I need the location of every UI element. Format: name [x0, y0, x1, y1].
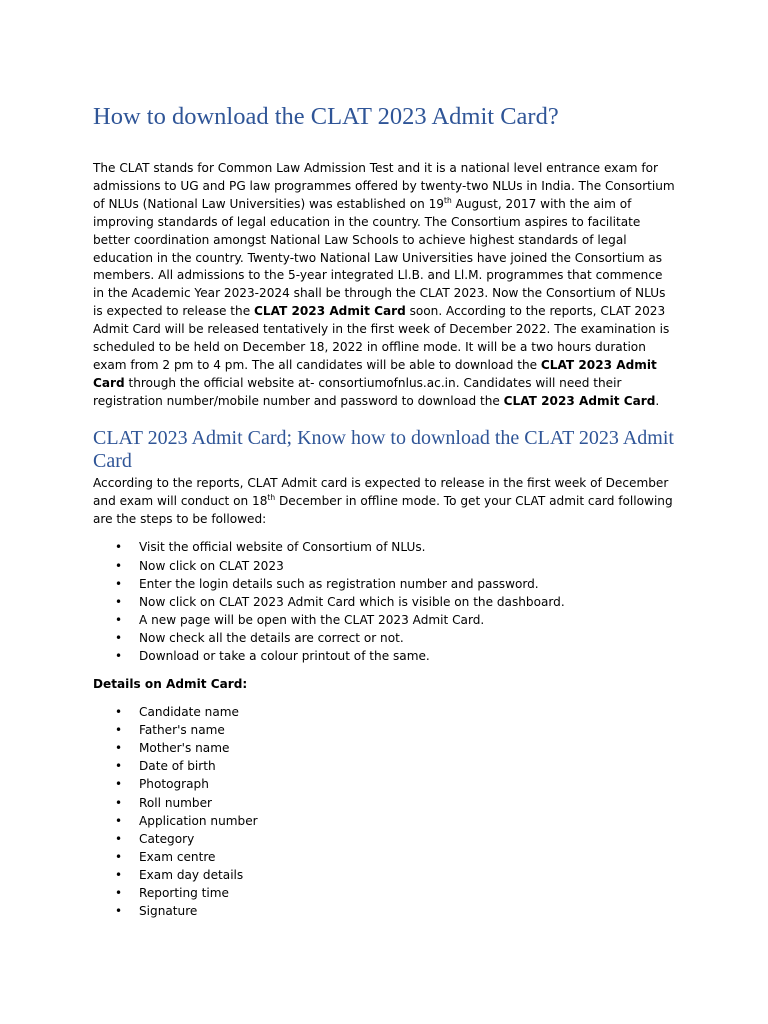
bullet-icon: • — [115, 904, 123, 919]
intro-paragraph — [93, 160, 676, 411]
step-item — [93, 538, 676, 556]
detail-item — [93, 721, 676, 739]
detail-item — [93, 794, 676, 812]
section-heading: CLAT 2023 Admit Card; Know how to download the CLAT 2023 Admit Card — [93, 426, 674, 472]
step-item — [93, 611, 676, 629]
list-item-text: A new page will be open with the CLAT 2023 Admit Card. — [139, 612, 485, 627]
list-item-text: Now click on CLAT 2023 — [139, 558, 284, 573]
bullet-icon: • — [115, 831, 123, 846]
list-item-text: Roll number — [139, 795, 213, 810]
bullet-icon: • — [115, 630, 123, 645]
bullet-icon: • — [115, 886, 123, 900]
detail-item — [93, 884, 676, 902]
detail-item — [93, 866, 676, 884]
intro-superscript: th — [444, 195, 452, 205]
bullet-icon: • — [115, 741, 123, 756]
intro-text-2: August, 2017 with the aim of improving standards of legal education in the country. The Consortium aspires to facilitate better coordination amongst National Law Schools to achieve highest standards of legal education in the country. Twenty-two National Law Universities have joined the Consortium as members. All admissions to the 5-year integrated Ll.B. and Ll.M. programmes that commence in the Academic Year 2023-2024 shall be through the CLAT 2023. Now the Consortium of NLUs is expected to release the — [93, 196, 666, 319]
detail-item — [93, 848, 676, 866]
detail-item — [93, 775, 676, 793]
step-item — [93, 575, 676, 593]
intro-bold-3: CLAT 2023 Admit Card — [503, 393, 656, 408]
detail-item — [93, 739, 676, 757]
intro-text-3: soon. According to the reports, CLAT 2023 Admit Card will be released tentatively in the first week of December 2022. The examination is scheduled to be held on December 18, 2022 in offline mode. It will be a two hours duration exam from 2 pm to 4 pm. The all candidates will be able to download the — [93, 304, 670, 372]
bullet-icon: • — [115, 705, 123, 720]
bullet-icon: • — [115, 777, 123, 792]
step-item — [93, 557, 676, 575]
detail-item — [93, 830, 676, 848]
list-item-text: Exam centre — [139, 849, 216, 864]
page-title: How to download the CLAT 2023 Admit Card? — [93, 103, 559, 130]
detail-item — [93, 812, 676, 830]
intro-text-4: through the official website at- consortiumofnlus.ac.in. Candidates will need their registration number/mobile number and password to download the — [93, 375, 622, 408]
bullet-icon: • — [115, 795, 123, 810]
bullet-icon: • — [115, 612, 123, 627]
bullet-icon: • — [115, 594, 123, 609]
list-item-text: Date of birth — [139, 759, 216, 774]
intro-text-1: The CLAT stands for Common Law Admission Test and it is a national level entrance exam for admissions to UG and PG law programmes offered by twenty-two NLUs in India. The Consortium of NLUs (National Law Universities) was established on 19 — [93, 161, 675, 211]
list-item-text: Enter the login details such as registration number and password. — [139, 576, 539, 591]
detail-item — [93, 757, 676, 775]
list-item-text: Now click on CLAT 2023 Admit Card which is visible on the dashboard. — [139, 594, 565, 609]
intro-text-5: . — [655, 393, 660, 408]
list-item-text: Photograph — [139, 777, 209, 792]
step-item — [93, 593, 676, 611]
section-superscript: th — [267, 492, 276, 502]
section-paragraph — [93, 475, 676, 529]
detail-item — [93, 902, 676, 920]
list-item-text: Candidate name — [139, 705, 239, 720]
step-item — [93, 647, 676, 665]
list-item-text: Now check all the details are correct or not. — [139, 630, 404, 645]
section-text-1: According to the reports, CLAT Admit card is expected to release in the first week of December and exam will conduct on 18 — [93, 475, 669, 508]
bullet-icon: • — [115, 849, 123, 864]
bullet-icon: • — [115, 867, 123, 882]
list-item-text: Application number — [139, 813, 258, 828]
detail-item — [93, 703, 676, 721]
bullet-icon: • — [115, 648, 123, 663]
details-heading: Details on Admit Card: — [93, 677, 248, 692]
details-list — [93, 703, 676, 920]
list-item-text: Download or take a colour printout of the same. — [139, 648, 430, 663]
list-item-text: Mother's name — [139, 741, 230, 756]
step-item — [93, 629, 676, 647]
bullet-icon: • — [115, 558, 123, 573]
bullet-icon: • — [115, 759, 123, 774]
list-item-text: Father's name — [139, 723, 225, 738]
section-text-2: December in offline mode. To get your CLAT admit card following are the steps to be followed: — [93, 493, 673, 526]
bullet-icon: • — [115, 540, 123, 555]
steps-list — [93, 538, 676, 665]
intro-bold-2: CLAT 2023 Admit Card — [93, 357, 657, 390]
intro-bold-1: CLAT 2023 Admit Card — [253, 304, 406, 319]
bullet-icon: • — [115, 723, 123, 738]
list-item-text: Exam day details — [139, 867, 244, 882]
bullet-icon: • — [115, 576, 123, 591]
list-item-text: Visit the official website of Consortium of NLUs. — [139, 540, 426, 555]
list-item-text: Category — [139, 831, 195, 846]
list-item-text: Reporting time — [139, 886, 229, 900]
list-item-text: Signature — [139, 904, 198, 919]
bullet-icon: • — [115, 813, 123, 828]
